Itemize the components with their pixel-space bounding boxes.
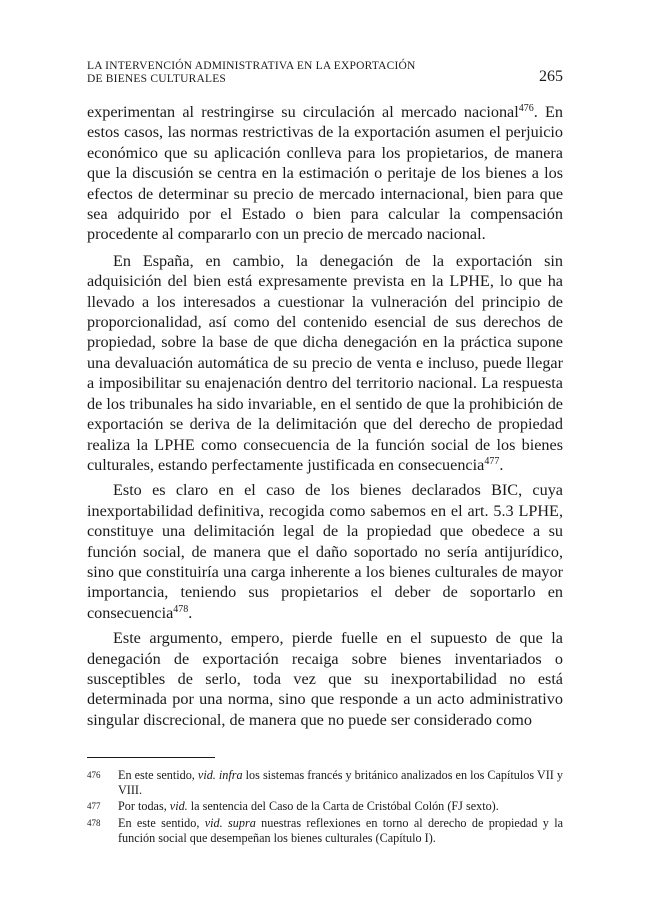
footnote-number: 478	[87, 817, 101, 828]
footnote-text-part: los sistemas francés y británico analizados en los Capítulos VII y VIII.	[118, 768, 563, 798]
footnote-number: 477	[87, 801, 101, 812]
paragraph-4-text: Este argumento, empero, pierde fuelle en el supuesto de que la denegación de exportación recaiga sobre bienes inventariados o susceptibles de serlo, toda vez que su inexportabilidad no está determinada por una norma, sino que responde a un acto administrativo singular discrecional, de manera que no puede ser considerado como	[87, 629, 563, 729]
footnote-italic: vid. supra	[204, 815, 256, 830]
footnote-478	[87, 816, 563, 846]
paragraph-3	[87, 480, 563, 623]
footnote-number: 476	[87, 770, 101, 780]
footnote-italic: vid.	[169, 799, 188, 814]
footnote-text-part: En este sentido,	[118, 815, 205, 830]
paragraph-1-text: experimentan al restringirse su circulación al mercado nacional	[87, 103, 519, 121]
footnote-ref-477[interactable]: 477	[484, 455, 500, 467]
paragraph-2	[87, 251, 563, 475]
running-title-line-1: LA INTERVENCIÓN ADMINISTRATIVA EN LA EXPORTACIÓN	[87, 60, 416, 72]
running-title-line-2: DE BIENES CULTURALES	[87, 73, 227, 85]
footnote-ref-478[interactable]: 478	[173, 603, 189, 615]
footnote-text	[118, 799, 563, 814]
paragraph-3-text: Esto es claro en el caso de los bienes declarados BIC, cuya inexportabilidad definitiva, recogida como sabemos en el art. 5.3 LPHE, constituye una delimitación legal de la propiedad que obedece a su función social, de manera que el daño soportado no sería antijurídico, sino que constituiría una carga inherente a los bienes culturales de mayor importancia, teniendo sus propietarios el deber de soportarlo en consecuencia	[87, 481, 563, 622]
paragraph-1	[87, 102, 563, 245]
footnote-text	[118, 768, 563, 798]
footnote-text-part: la sentencia del Caso de la Carta de Cristóbal Colón (FJ sexto).	[187, 799, 499, 814]
footnote-text-part: Por todas,	[118, 799, 170, 814]
page-header	[87, 60, 563, 94]
footnote-italic: vid. infra	[197, 768, 243, 782]
running-title	[87, 60, 416, 86]
footnote-text	[118, 816, 563, 846]
page-number: 265	[539, 68, 563, 85]
footnote-separator	[87, 757, 215, 758]
footnote-476	[87, 768, 563, 798]
footnote-477	[87, 799, 563, 814]
body-text	[87, 102, 563, 735]
paragraph-3-tail: .	[188, 603, 193, 622]
paragraph-2-tail: .	[499, 455, 504, 474]
footnote-text-part: nuestras reflexiones en torno al derecho de propiedad y la función social que desempeñan los bienes culturales (Capítulo I).	[118, 815, 564, 845]
footnote-text-part: En este sentido,	[118, 768, 198, 782]
footnote-ref-476[interactable]: 476	[518, 103, 534, 114]
paragraph-1-tail: . En estos casos, las normas restrictivas de la exportación asumen el perjuicio económico que su aplicación conlleva para los propietarios, de manera que la discusión se centra en la estimación o peritaje de los bienes a los efectos de determinar su precio de mercado internacional, bien para que sea adquirido por el Estado o bien para calcular la compensación procedente al compararlo con un precio de mercado nacional.	[87, 103, 563, 244]
paragraph-4	[87, 628, 563, 730]
footnotes	[87, 768, 563, 847]
paragraph-2-text: En España, en cambio, la denegación de la exportación sin adquisición del bien está expresamente prevista en la LPHE, lo que ha llevado a los interesados a cuestionar la vulneración del principio de proporcionalidad, así como del contenido esencial de sus derechos de propiedad, sobre la base de que dicha denegación en la práctica supone una devaluación automática de su precio de venta e incluso, puede llegar a imposibilitar su enajenación dentro del territorio nacional. La respuesta de los tribunales ha sido invariable, en el sentido de que la prohibición de exportación se deriva de la delimitación que del derecho de propiedad realiza la LPHE como consecuencia de la función social de los bienes culturales, estando perfectamente justificada en consecuencia	[87, 251, 563, 474]
